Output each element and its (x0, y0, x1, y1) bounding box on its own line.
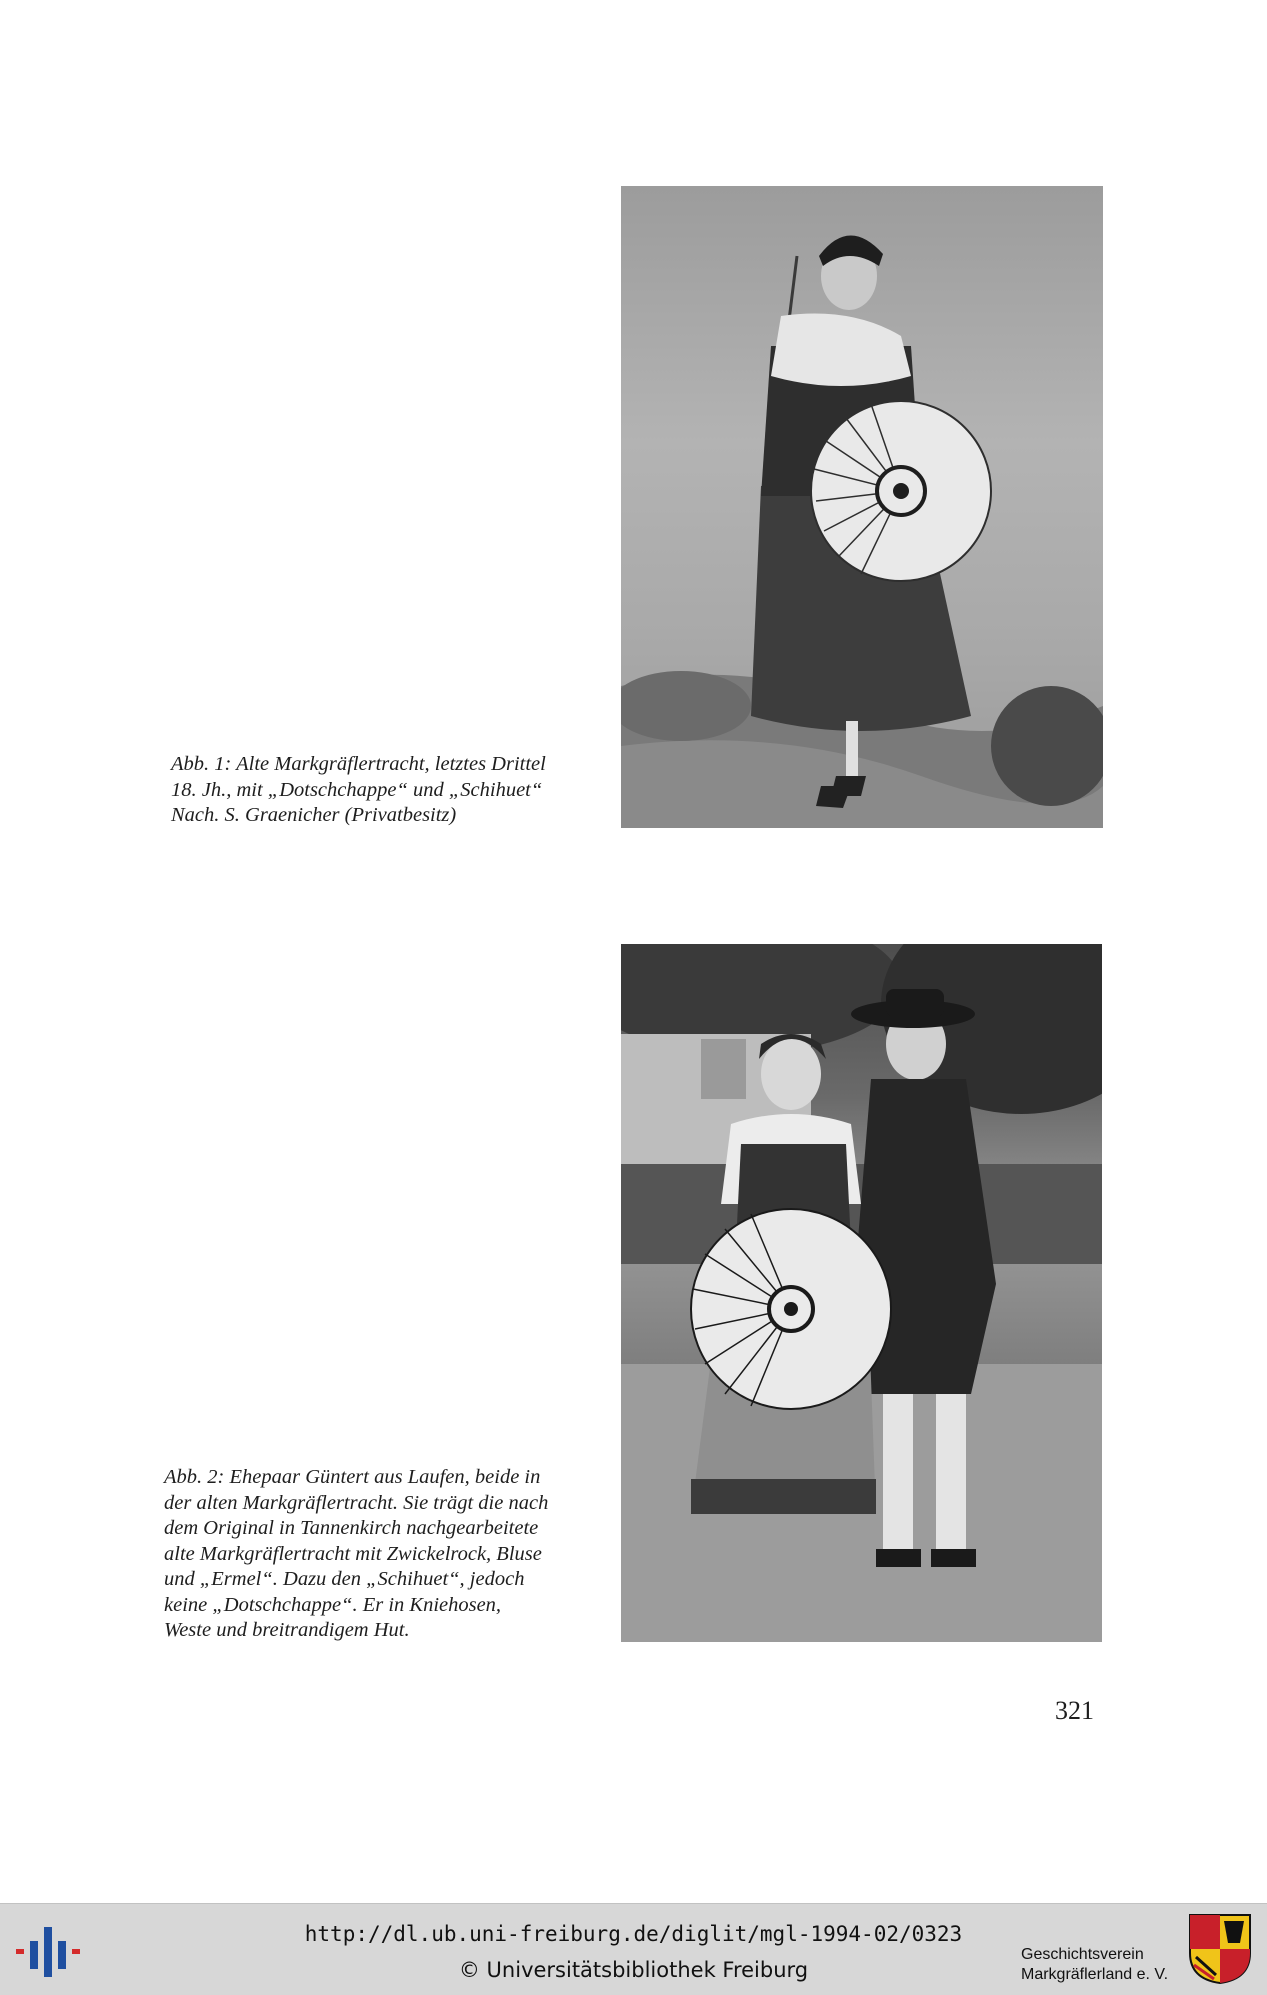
figure-1-painting (621, 186, 1103, 828)
society-line-1: Geschichtsverein (1021, 1946, 1144, 1963)
caption-line: dem Original in Tannenkirch nachgearbeitete (164, 1517, 539, 1539)
caption-line: alte Markgräflertracht mit Zwickelrock, Bluse (164, 1542, 542, 1565)
figure-2-caption (164, 1465, 548, 1644)
caption-line: keine „Dotschchappe“. Er in Kniehosen, (164, 1593, 502, 1616)
caption-line: Nach. S. Graenicher (Privatbesitz) (171, 804, 457, 826)
figure-2-photo (621, 944, 1102, 1642)
figure-2-illustration (621, 944, 1102, 1642)
caption-line: 18. Jh., mit „Dotschchappe“ und „Schihuet“ (171, 778, 543, 801)
caption-line: Abb. 2: Ehepaar Güntert aus Laufen, beide in (164, 1466, 541, 1488)
footer-bar (0, 1903, 1267, 1995)
figure-1-caption (171, 752, 546, 829)
caption-line: Abb. 1: Alte Markgräflertracht, letztes Drittel (171, 753, 546, 775)
coat-of-arms-icon (1188, 1913, 1252, 1985)
society-name (1021, 1945, 1168, 1985)
caption-line: der alten Markgräflertracht. Sie trägt die nach (164, 1491, 549, 1514)
source-url-link[interactable]: http://dl.ub.uni-freiburg.de/diglit/mgl-1994-02/0323 (304, 1922, 963, 1946)
page-number: 321 (1055, 1696, 1094, 1725)
caption-line: Weste und breitrandigem Hut. (164, 1619, 410, 1641)
society-line-2: Markgräflerland e. V. (1021, 1966, 1169, 1983)
caption-line: und „Ermel“. Dazu den „Schihuet“, jedoch (164, 1568, 525, 1590)
copyright-text: © Universitätsbibliothek Freiburg (458, 1958, 809, 1982)
figure-1-illustration (621, 186, 1103, 828)
